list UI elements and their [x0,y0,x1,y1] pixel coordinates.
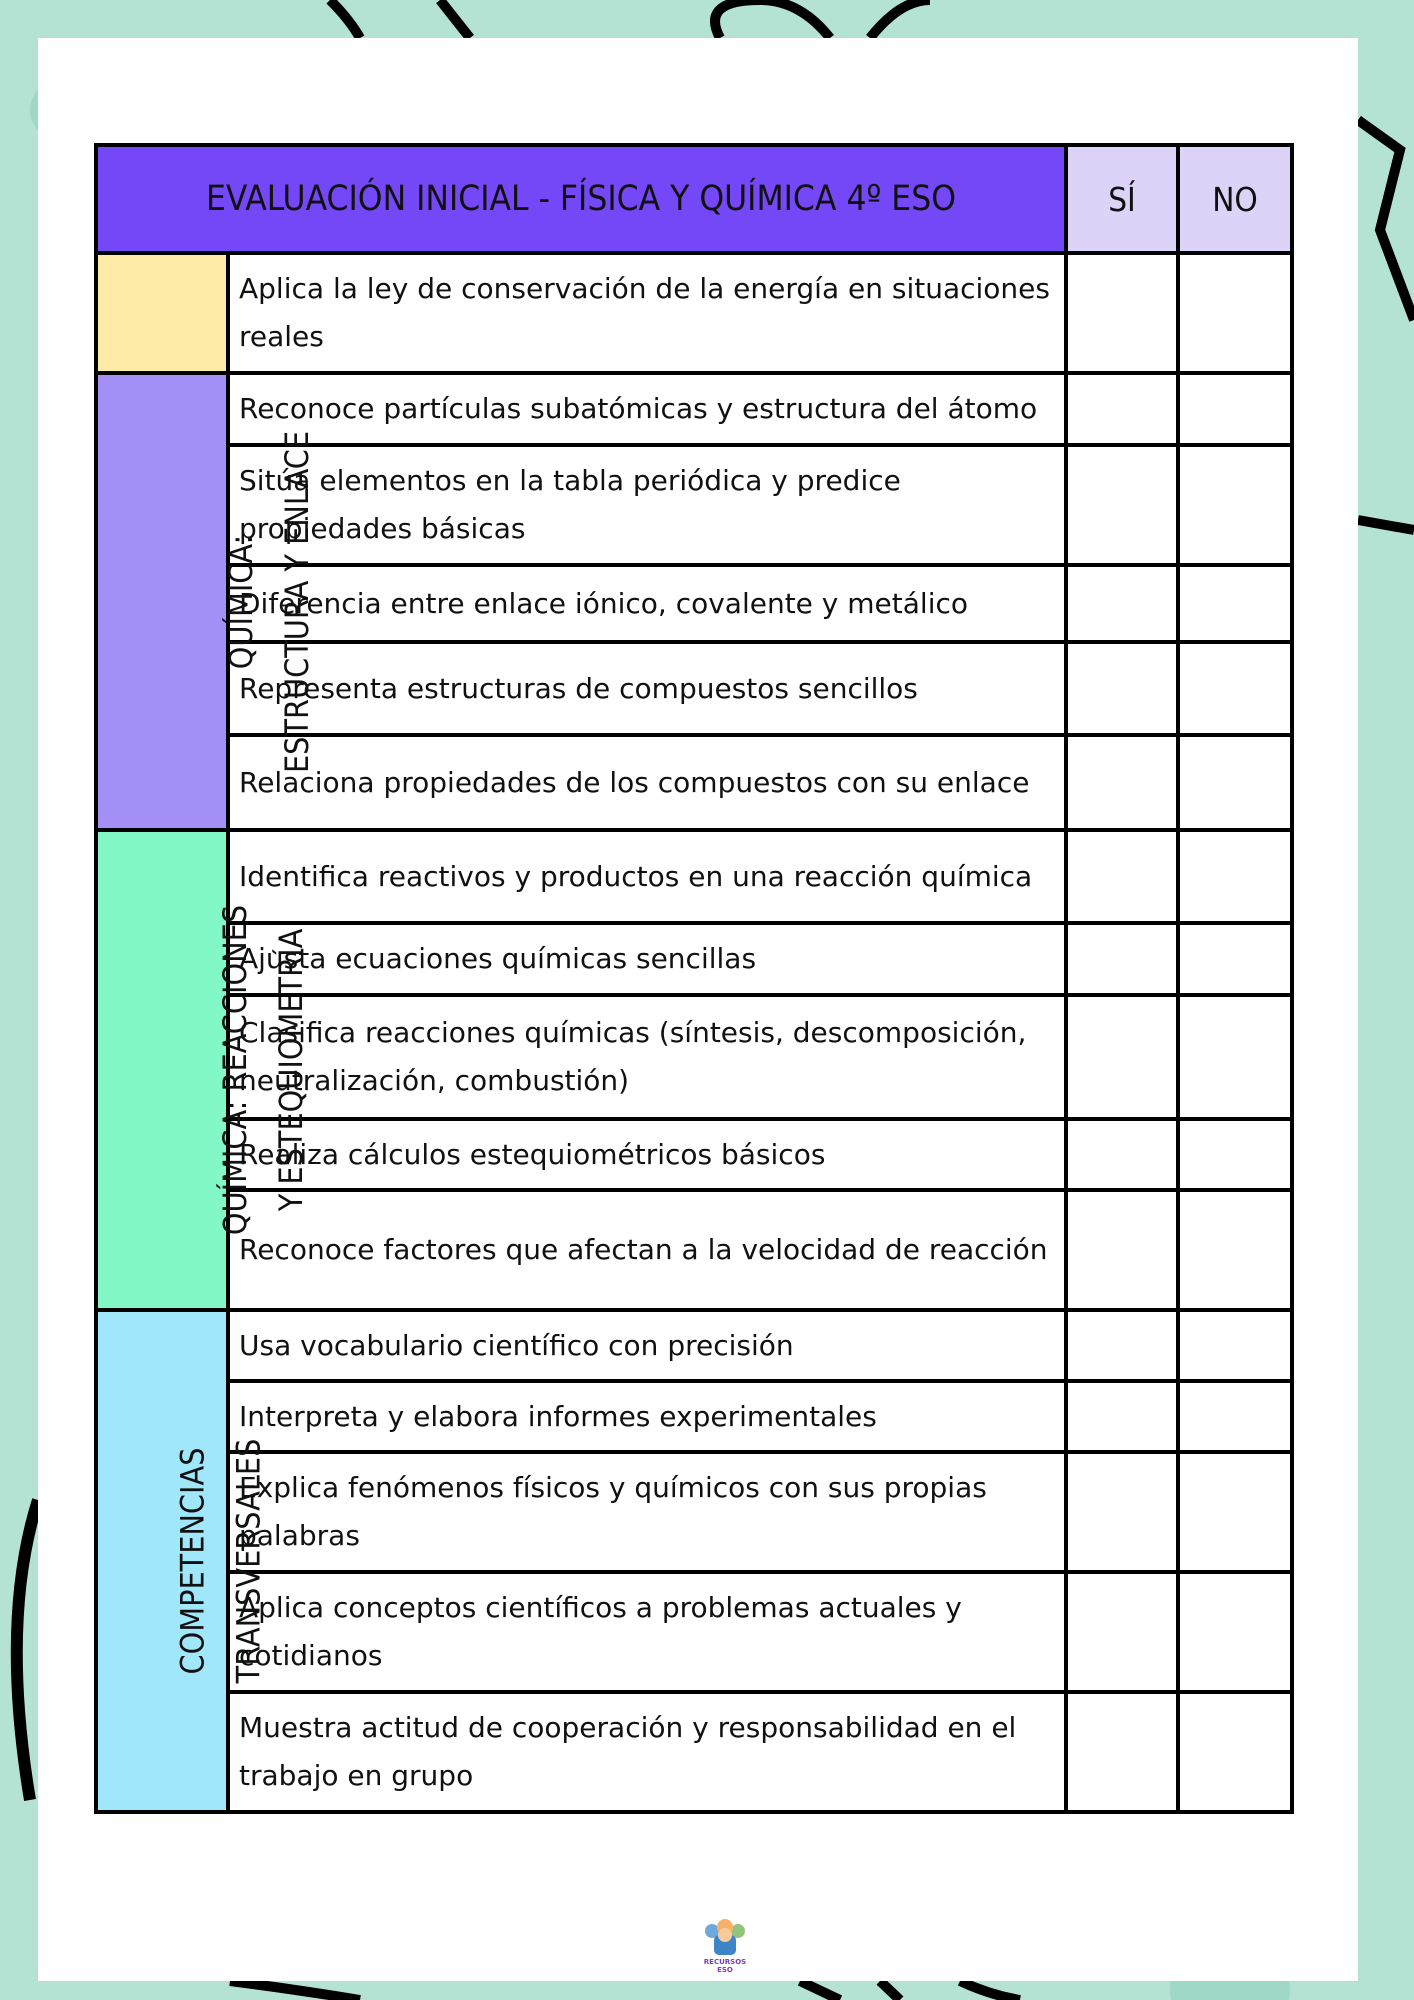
checkbox-yes[interactable] [1066,923,1178,995]
category-label-reacciones: QUÍMICA: REACCIONES Y ESTEQUIOMETRÍA [216,904,311,1236]
item-text: Usa vocabulario científico con precisión [228,1310,1066,1381]
checkbox-yes[interactable] [1066,735,1178,830]
checkbox-yes[interactable] [1066,830,1178,923]
item-text: Ajusta ecuaciones químicas sencillas [228,923,1066,995]
item-text: Diferencia entre enlace iónico, covalente y metálico [228,565,1066,642]
item-text: Aplica conceptos científicos a problemas actuales y cotidianos [228,1572,1066,1692]
checkbox-no[interactable] [1178,253,1292,373]
checkbox-no[interactable] [1178,1572,1292,1692]
table-row [96,1310,1292,1381]
checkbox-yes[interactable] [1066,1381,1178,1452]
checkbox-no[interactable] [1178,1310,1292,1381]
checkbox-no[interactable] [1178,445,1292,565]
table-title: EVALUACIÓN INICIAL - FÍSICA Y QUÍMICA 4º ESO [96,145,1066,253]
checkbox-yes[interactable] [1066,1452,1178,1572]
column-header-no: NO [1178,145,1292,253]
checkbox-no[interactable] [1178,565,1292,642]
item-text: Clasifica reacciones químicas (síntesis, descomposición, neutralización, combustión) [228,995,1066,1119]
checkbox-no[interactable] [1178,1190,1292,1310]
checkbox-no[interactable] [1178,830,1292,923]
checkbox-no[interactable] [1178,995,1292,1119]
table-row [96,253,1292,373]
svg-text:RECURSOS: RECURSOS [703,1958,747,1966]
category-cell-reacciones [96,830,311,1310]
table-row [96,373,1292,445]
item-text: Reconoce factores que afectan a la velocidad de reacción [228,1190,1066,1310]
checkbox-yes[interactable] [1066,1310,1178,1381]
column-header-yes: SÍ [1066,145,1178,253]
checkbox-no[interactable] [1178,1381,1292,1452]
checkbox-yes[interactable] [1066,1572,1178,1692]
item-text: Representa estructuras de compuestos sencillos [228,642,1066,735]
evaluation-table [94,143,1294,1814]
checkbox-yes[interactable] [1066,1190,1178,1310]
checkbox-no[interactable] [1178,923,1292,995]
checkbox-yes[interactable] [1066,253,1178,373]
item-text: Muestra actitud de cooperación y responsabilidad en el trabajo en grupo [228,1692,1066,1812]
checkbox-yes[interactable] [1066,565,1178,642]
category-cell-estructura [96,373,317,830]
category-label-transversales: COMPETENCIAS TRANSVERSALES [173,1438,268,1684]
item-text: Reconoce partículas subatómicas y estructura del átomo [228,373,1066,445]
checkbox-no[interactable] [1178,1119,1292,1190]
checkbox-no[interactable] [1178,735,1292,830]
checkbox-yes[interactable] [1066,1119,1178,1190]
item-text: Identifica reactivos y productos en una reacción química [228,830,1066,923]
svg-text:ESO: ESO [717,1966,733,1973]
item-text: Relaciona propiedades de los compuestos con su enlace [228,735,1066,830]
table-row [96,1692,1292,1812]
checkbox-yes[interactable] [1066,995,1178,1119]
checkbox-yes[interactable] [1066,1692,1178,1812]
table-row [96,830,1292,923]
recursos-eso-logo [700,1917,750,1973]
item-text: Interpreta y elabora informes experimentales [228,1381,1066,1452]
category-cell-blank [96,253,228,373]
checkbox-no[interactable] [1178,1692,1292,1812]
item-text: Aplica la ley de conservación de la energía en situaciones reales [228,253,1066,373]
item-text: Realiza cálculos estequiométricos básicos [228,1119,1066,1190]
header-row [96,145,1292,253]
item-text: Explica fenómenos físicos y químicos con sus propias palabras [228,1452,1066,1572]
category-label-estructura: QUÍMICA: ESTRUCTURA Y ENLACE [222,430,317,773]
item-text: Sitúa elementos en la tabla periódica y predice propiedades básicas [228,445,1066,565]
checkbox-yes[interactable] [1066,373,1178,445]
checkbox-yes[interactable] [1066,445,1178,565]
checkbox-no[interactable] [1178,373,1292,445]
checkbox-yes[interactable] [1066,642,1178,735]
checkbox-no[interactable] [1178,642,1292,735]
checkbox-no[interactable] [1178,1452,1292,1572]
category-cell-transversales [96,1310,268,1812]
